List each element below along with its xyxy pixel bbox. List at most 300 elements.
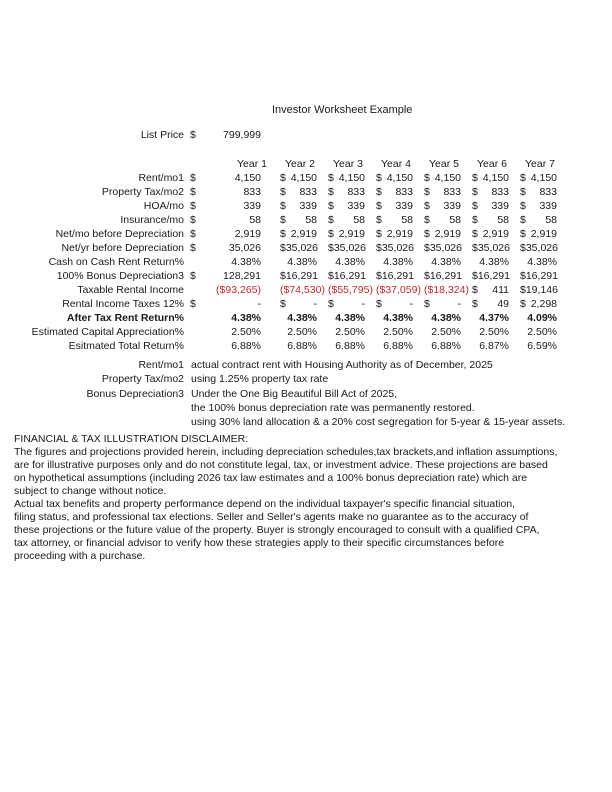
row-label: Taxable Rental Income xyxy=(77,284,184,296)
cell-value: ($93,265) xyxy=(216,284,261,296)
table-cell xyxy=(516,297,564,311)
currency-symbol: $ xyxy=(520,228,526,240)
table-cell xyxy=(516,227,564,241)
currency-symbol: $ xyxy=(190,172,196,184)
cell-value: 128,291 xyxy=(223,270,261,282)
disclaimer-line: on hypothetical assumptions (including 2026 tax law estimates and a 100% bonus depreciation rate) which are xyxy=(14,472,528,484)
cell-value: 35,026 xyxy=(333,242,366,254)
cell-value: 16,291 xyxy=(333,270,366,282)
cell-value: 16,291 xyxy=(285,270,318,282)
table-cell xyxy=(186,199,276,213)
cell-value: 4.38% xyxy=(431,312,461,324)
cell-value: 4,150 xyxy=(234,172,261,184)
cell-value: 35,026 xyxy=(228,242,261,254)
table-cell xyxy=(516,255,564,269)
currency-symbol: $ xyxy=(472,186,478,198)
cell-value: 58 xyxy=(401,214,413,226)
cell-value: 58 xyxy=(353,214,365,226)
table-cell xyxy=(186,325,276,339)
cell-value: 2.50% xyxy=(287,326,317,338)
currency-symbol: $ xyxy=(376,242,382,254)
list-price-cell xyxy=(186,128,276,142)
row-label: HOA/mo xyxy=(143,200,184,212)
cell-value: 2,919 xyxy=(530,228,557,240)
cell-value: 339 xyxy=(539,200,557,212)
footnote-label: Property Tax/mo2 xyxy=(101,373,184,386)
table-cell xyxy=(468,241,516,255)
table-cell xyxy=(420,283,468,297)
disclaimer-line: filing status, and professional tax elections. Seller and Seller's agents make no guarantee as to the accuracy of xyxy=(14,511,529,523)
header-label-spacer xyxy=(10,157,186,171)
table-row xyxy=(10,213,564,227)
currency-symbol: $ xyxy=(190,186,196,198)
currency-symbol: $ xyxy=(424,228,430,240)
currency-symbol: $ xyxy=(472,270,478,282)
table-cell xyxy=(276,269,324,283)
table-cell xyxy=(420,255,468,269)
currency-symbol: $ xyxy=(328,214,334,226)
table-cell xyxy=(324,185,372,199)
currency-symbol: $ xyxy=(424,200,430,212)
cell-value: 58 xyxy=(545,214,557,226)
cell-value: 833 xyxy=(491,186,509,198)
table-cell xyxy=(468,311,516,325)
disclaimer-line: Actual tax benefits and property performance depend on the individual taxpayer's specific financial situation, xyxy=(14,498,516,510)
table-cell xyxy=(516,213,564,227)
currency-symbol: $ xyxy=(376,298,382,310)
currency-symbol: $ xyxy=(328,298,334,310)
cell-value: 16,291 xyxy=(525,270,558,282)
table-cell xyxy=(372,199,420,213)
disclaimer-line: proceeding with a purchase. xyxy=(14,550,146,562)
disclaimer-line: tax attorney, or financial advisor to verify how these strategies apply to their specific circumstances before xyxy=(14,537,505,549)
cell-value: 6.88% xyxy=(231,340,261,352)
table-cell xyxy=(420,325,468,339)
table-cell xyxy=(276,283,324,297)
cell-value: 35,026 xyxy=(381,242,414,254)
cell-value: 833 xyxy=(347,186,365,198)
row-label: 100% Bonus Depreciation3 xyxy=(56,270,184,282)
table-cell xyxy=(420,339,468,353)
currency-symbol: $ xyxy=(376,186,382,198)
cell-value: 58 xyxy=(249,214,261,226)
table-cell xyxy=(420,213,468,227)
table-cell xyxy=(276,185,324,199)
cell-value: 339 xyxy=(395,200,413,212)
cell-value: 833 xyxy=(299,186,317,198)
table-cell xyxy=(516,311,564,325)
cell-value: 4.38% xyxy=(335,256,365,268)
cell-value: 58 xyxy=(449,214,461,226)
cell-value: 2,919 xyxy=(234,228,261,240)
table-cell xyxy=(372,255,420,269)
currency-symbol: $ xyxy=(376,270,382,282)
row-label: Net/yr before Depreciation xyxy=(61,242,184,254)
year-header: Year 3 xyxy=(333,158,363,170)
table-cell xyxy=(324,171,372,185)
currency-symbol: $ xyxy=(280,242,286,254)
table-cell xyxy=(276,171,324,185)
currency-symbol: $ xyxy=(520,270,526,282)
year-header-row xyxy=(10,157,564,171)
table-cell xyxy=(324,297,372,311)
currency-symbol: $ xyxy=(472,172,478,184)
footnote-label xyxy=(10,401,186,415)
cell-value: 2,919 xyxy=(434,228,461,240)
cell-value: - xyxy=(457,298,461,310)
table-cell xyxy=(468,213,516,227)
table-cell xyxy=(324,325,372,339)
projection-table xyxy=(10,157,564,353)
table-cell xyxy=(516,339,564,353)
cell-value: 4.38% xyxy=(383,256,413,268)
table-cell xyxy=(468,269,516,283)
cell-value: 4.38% xyxy=(231,256,261,268)
cell-value: 2.50% xyxy=(383,326,413,338)
table-row xyxy=(10,241,564,255)
year-header: Year 4 xyxy=(381,158,411,170)
table-cell xyxy=(420,199,468,213)
disclaimer-line: subject to change without notice. xyxy=(14,485,167,497)
table-cell xyxy=(420,227,468,241)
currency-symbol: $ xyxy=(328,270,334,282)
table-cell xyxy=(186,283,276,297)
row-label: Rental Income Taxes 12% xyxy=(62,298,184,310)
row-label: Rent/mo1 xyxy=(138,172,184,184)
currency-symbol: $ xyxy=(424,172,430,184)
cell-value: 4.38% xyxy=(287,256,317,268)
cell-value: 35,026 xyxy=(429,242,462,254)
cell-value: 4.09% xyxy=(527,312,557,324)
table-cell xyxy=(468,297,516,311)
cell-value: 339 xyxy=(243,200,261,212)
cell-value: 4.38% xyxy=(479,256,509,268)
cell-value: 6.88% xyxy=(335,340,365,352)
cell-value: 2,919 xyxy=(290,228,317,240)
cell-value: 4.37% xyxy=(479,312,509,324)
table-row xyxy=(10,255,564,269)
currency-symbol: $ xyxy=(280,172,286,184)
table-row xyxy=(10,339,564,353)
currency-symbol: $ xyxy=(328,200,334,212)
disclaimer-line: The figures and projections provided herein, including depreciation schedules,tax brackets,and inflation assumptions, xyxy=(14,446,558,458)
table-cell xyxy=(276,325,324,339)
cell-value: 411 xyxy=(492,284,509,296)
cell-value: 833 xyxy=(243,186,261,198)
table-cell xyxy=(372,185,420,199)
table-cell xyxy=(186,241,276,255)
table-row xyxy=(10,171,564,185)
table-cell xyxy=(276,199,324,213)
cell-value: 6.88% xyxy=(383,340,413,352)
year-header: Year 7 xyxy=(525,158,555,170)
table-cell xyxy=(372,283,420,297)
currency-symbol: $ xyxy=(376,228,382,240)
currency-symbol: $ xyxy=(280,298,286,310)
cell-value: 339 xyxy=(491,200,509,212)
table-cell xyxy=(324,283,372,297)
table-cell xyxy=(186,339,276,353)
currency-symbol: $ xyxy=(520,200,526,212)
table-cell xyxy=(468,199,516,213)
disclaimer-heading: FINANCIAL & TAX ILLUSTRATION DISCLAIMER: xyxy=(14,433,249,445)
cell-value: 339 xyxy=(443,200,461,212)
table-cell xyxy=(186,311,276,325)
cell-value: 2,919 xyxy=(338,228,365,240)
row-label: Estimated Capital Appreciation% xyxy=(31,326,184,338)
cell-value: ($37,059) xyxy=(376,284,421,296)
currency-symbol: $ xyxy=(520,186,526,198)
table-cell xyxy=(516,283,564,297)
footnote-text: the 100% bonus depreciation rate was permanently restored. xyxy=(191,401,475,414)
table-cell xyxy=(468,325,516,339)
cell-value: - xyxy=(409,298,413,310)
table-cell xyxy=(516,241,564,255)
cell-value: 4.38% xyxy=(383,312,413,324)
cell-value: 19,146 xyxy=(525,284,558,296)
currency-symbol: $ xyxy=(520,172,526,184)
cell-value: 35,026 xyxy=(285,242,318,254)
table-cell xyxy=(186,255,276,269)
table-row xyxy=(10,269,564,283)
table-cell xyxy=(324,255,372,269)
table-cell xyxy=(276,213,324,227)
footnote-label xyxy=(10,415,186,429)
table-cell xyxy=(516,325,564,339)
table-cell xyxy=(468,185,516,199)
currency-symbol: $ xyxy=(376,214,382,226)
year-header: Year 6 xyxy=(477,158,507,170)
table-cell xyxy=(420,311,468,325)
year-header: Year 5 xyxy=(429,158,459,170)
currency-symbol: $ xyxy=(280,186,286,198)
row-label: Insurance/mo xyxy=(120,214,184,226)
cell-value: 4,150 xyxy=(530,172,557,184)
cell-value: 2.50% xyxy=(527,326,557,338)
footnote-row xyxy=(10,415,565,429)
cell-value: - xyxy=(257,298,261,310)
cell-value: ($55,795) xyxy=(328,284,373,296)
table-cell xyxy=(276,241,324,255)
table-cell xyxy=(276,339,324,353)
table-cell xyxy=(186,213,276,227)
cell-value: ($74,530) xyxy=(280,284,325,296)
table-cell xyxy=(276,255,324,269)
currency-symbol: $ xyxy=(190,270,196,282)
table-cell xyxy=(276,297,324,311)
table-cell xyxy=(276,311,324,325)
cell-value: 35,026 xyxy=(525,242,558,254)
cell-value: 16,291 xyxy=(429,270,462,282)
currency-symbol: $ xyxy=(472,214,478,226)
cell-value: 2.50% xyxy=(335,326,365,338)
currency-symbol: $ xyxy=(520,284,526,296)
table-cell xyxy=(372,241,420,255)
currency-symbol: $ xyxy=(190,129,196,141)
table-row xyxy=(10,185,564,199)
footnote-text: actual contract rent with Housing Authority as of December, 2025 xyxy=(191,359,493,371)
footnote-text: using 30% land allocation & a 20% cost segregation for 5-year & 15-year assets. xyxy=(191,416,566,429)
currency-symbol: $ xyxy=(280,200,286,212)
table-cell xyxy=(324,311,372,325)
year-header: Year 1 xyxy=(237,158,267,170)
row-label: Esitmated Total Return% xyxy=(68,340,184,352)
table-cell xyxy=(186,171,276,185)
cell-value: 4.38% xyxy=(527,256,557,268)
currency-symbol: $ xyxy=(424,186,430,198)
currency-symbol: $ xyxy=(472,298,478,310)
currency-symbol: $ xyxy=(472,200,478,212)
currency-symbol: $ xyxy=(424,298,430,310)
footnotes xyxy=(10,358,565,429)
currency-symbol: $ xyxy=(328,228,334,240)
table-row xyxy=(10,227,564,241)
table-cell xyxy=(372,325,420,339)
table-cell xyxy=(372,227,420,241)
table-cell xyxy=(372,339,420,353)
currency-symbol: $ xyxy=(424,242,430,254)
table-row xyxy=(10,325,564,339)
table-cell xyxy=(324,339,372,353)
currency-symbol: $ xyxy=(328,242,334,254)
list-price-value: 799,999 xyxy=(223,129,261,141)
table-cell xyxy=(324,227,372,241)
footnote-row xyxy=(10,401,565,415)
cell-value: 6.88% xyxy=(431,340,461,352)
currency-symbol: $ xyxy=(376,172,382,184)
table-cell xyxy=(372,213,420,227)
disclaimer-line: these projections or the future value of the property. Buyer is strongly encouraged to consult with a qualified CPA, xyxy=(14,524,540,536)
table-row xyxy=(10,297,564,311)
cell-value: 4.38% xyxy=(431,256,461,268)
year-header: Year 2 xyxy=(285,158,315,170)
cell-value: 4.38% xyxy=(231,312,261,324)
table-cell xyxy=(468,255,516,269)
table-cell xyxy=(468,227,516,241)
table-cell xyxy=(372,297,420,311)
currency-symbol: $ xyxy=(190,200,196,212)
cell-value: 6.59% xyxy=(527,340,557,352)
cell-value: 6.87% xyxy=(479,340,509,352)
cell-value: 16,291 xyxy=(477,270,510,282)
currency-symbol: $ xyxy=(472,242,478,254)
table-cell xyxy=(468,283,516,297)
table-cell xyxy=(420,297,468,311)
list-price-label: List Price xyxy=(140,129,184,141)
table-cell xyxy=(516,185,564,199)
footnote-label: Bonus Depreciation3 xyxy=(86,387,184,400)
row-label: Cash on Cash Rent Return% xyxy=(48,256,184,268)
currency-symbol: $ xyxy=(328,186,334,198)
cell-value: - xyxy=(361,298,365,310)
row-label: After Tax Rent Return% xyxy=(66,312,184,324)
footnote-text: using 1.25% property tax rate xyxy=(191,373,329,386)
table-cell xyxy=(186,185,276,199)
footnote-row xyxy=(10,358,565,372)
cell-value: 4,150 xyxy=(482,172,509,184)
table-cell xyxy=(420,241,468,255)
table-cell xyxy=(186,297,276,311)
cell-value: 2.50% xyxy=(431,326,461,338)
cell-value: 833 xyxy=(443,186,461,198)
cell-value: 16,291 xyxy=(381,270,414,282)
currency-symbol: $ xyxy=(280,228,286,240)
cell-value: - xyxy=(313,298,317,310)
table-row xyxy=(10,283,564,297)
currency-symbol: $ xyxy=(520,242,526,254)
table-cell xyxy=(372,171,420,185)
cell-value: 58 xyxy=(305,214,317,226)
cell-value: 4,150 xyxy=(338,172,365,184)
cell-value: 58 xyxy=(497,214,509,226)
cell-value: 6.88% xyxy=(287,340,317,352)
table-cell xyxy=(468,339,516,353)
cell-value: 833 xyxy=(395,186,413,198)
row-label: Property Tax/mo2 xyxy=(101,186,184,198)
table-cell xyxy=(420,171,468,185)
table-cell xyxy=(324,241,372,255)
table-cell xyxy=(372,311,420,325)
footnote-row xyxy=(10,372,565,386)
table-cell xyxy=(372,269,420,283)
currency-symbol: $ xyxy=(376,200,382,212)
cell-value: 2,919 xyxy=(386,228,413,240)
table-cell xyxy=(324,213,372,227)
cell-value: ($18,324) xyxy=(424,284,469,296)
page-title: Investor Worksheet Example xyxy=(272,104,413,116)
cell-value: 833 xyxy=(539,186,557,198)
cell-value: 49 xyxy=(497,298,509,310)
table-cell xyxy=(420,185,468,199)
table-cell xyxy=(468,171,516,185)
cell-value: 4.38% xyxy=(335,312,365,324)
footnote-row xyxy=(10,387,565,401)
table-cell xyxy=(186,269,276,283)
currency-symbol: $ xyxy=(472,228,478,240)
currency-symbol: $ xyxy=(520,214,526,226)
cell-value: 4,150 xyxy=(434,172,461,184)
table-cell xyxy=(276,227,324,241)
cell-value: 4,150 xyxy=(386,172,413,184)
cell-value: 2,298 xyxy=(530,298,557,310)
table-cell xyxy=(516,269,564,283)
cell-value: 339 xyxy=(299,200,317,212)
currency-symbol: $ xyxy=(190,214,196,226)
footnote-text: Under the One Big Beautiful Bill Act of 2025, xyxy=(191,387,398,400)
disclaimer-section xyxy=(14,433,557,563)
currency-symbol: $ xyxy=(280,214,286,226)
cell-value: 4,150 xyxy=(290,172,317,184)
currency-symbol: $ xyxy=(190,228,196,240)
cell-value: 339 xyxy=(347,200,365,212)
table-cell xyxy=(186,227,276,241)
cell-value: 4.38% xyxy=(287,312,317,324)
cell-value: 2.50% xyxy=(479,326,509,338)
currency-symbol: $ xyxy=(424,270,430,282)
table-cell xyxy=(420,269,468,283)
currency-symbol: $ xyxy=(472,284,478,296)
table-cell xyxy=(324,269,372,283)
disclaimer-line: are for illustrative purposes only and do not constitute legal, tax, or investment advice. These projections are based xyxy=(14,459,548,471)
currency-symbol: $ xyxy=(328,172,334,184)
cell-value: 35,026 xyxy=(477,242,510,254)
row-label: Net/mo before Depreciation xyxy=(55,228,184,240)
table-cell xyxy=(324,199,372,213)
currency-symbol: $ xyxy=(424,214,430,226)
table-cell xyxy=(516,199,564,213)
list-price-row xyxy=(10,128,564,142)
footnote-label: Rent/mo1 xyxy=(138,359,184,371)
